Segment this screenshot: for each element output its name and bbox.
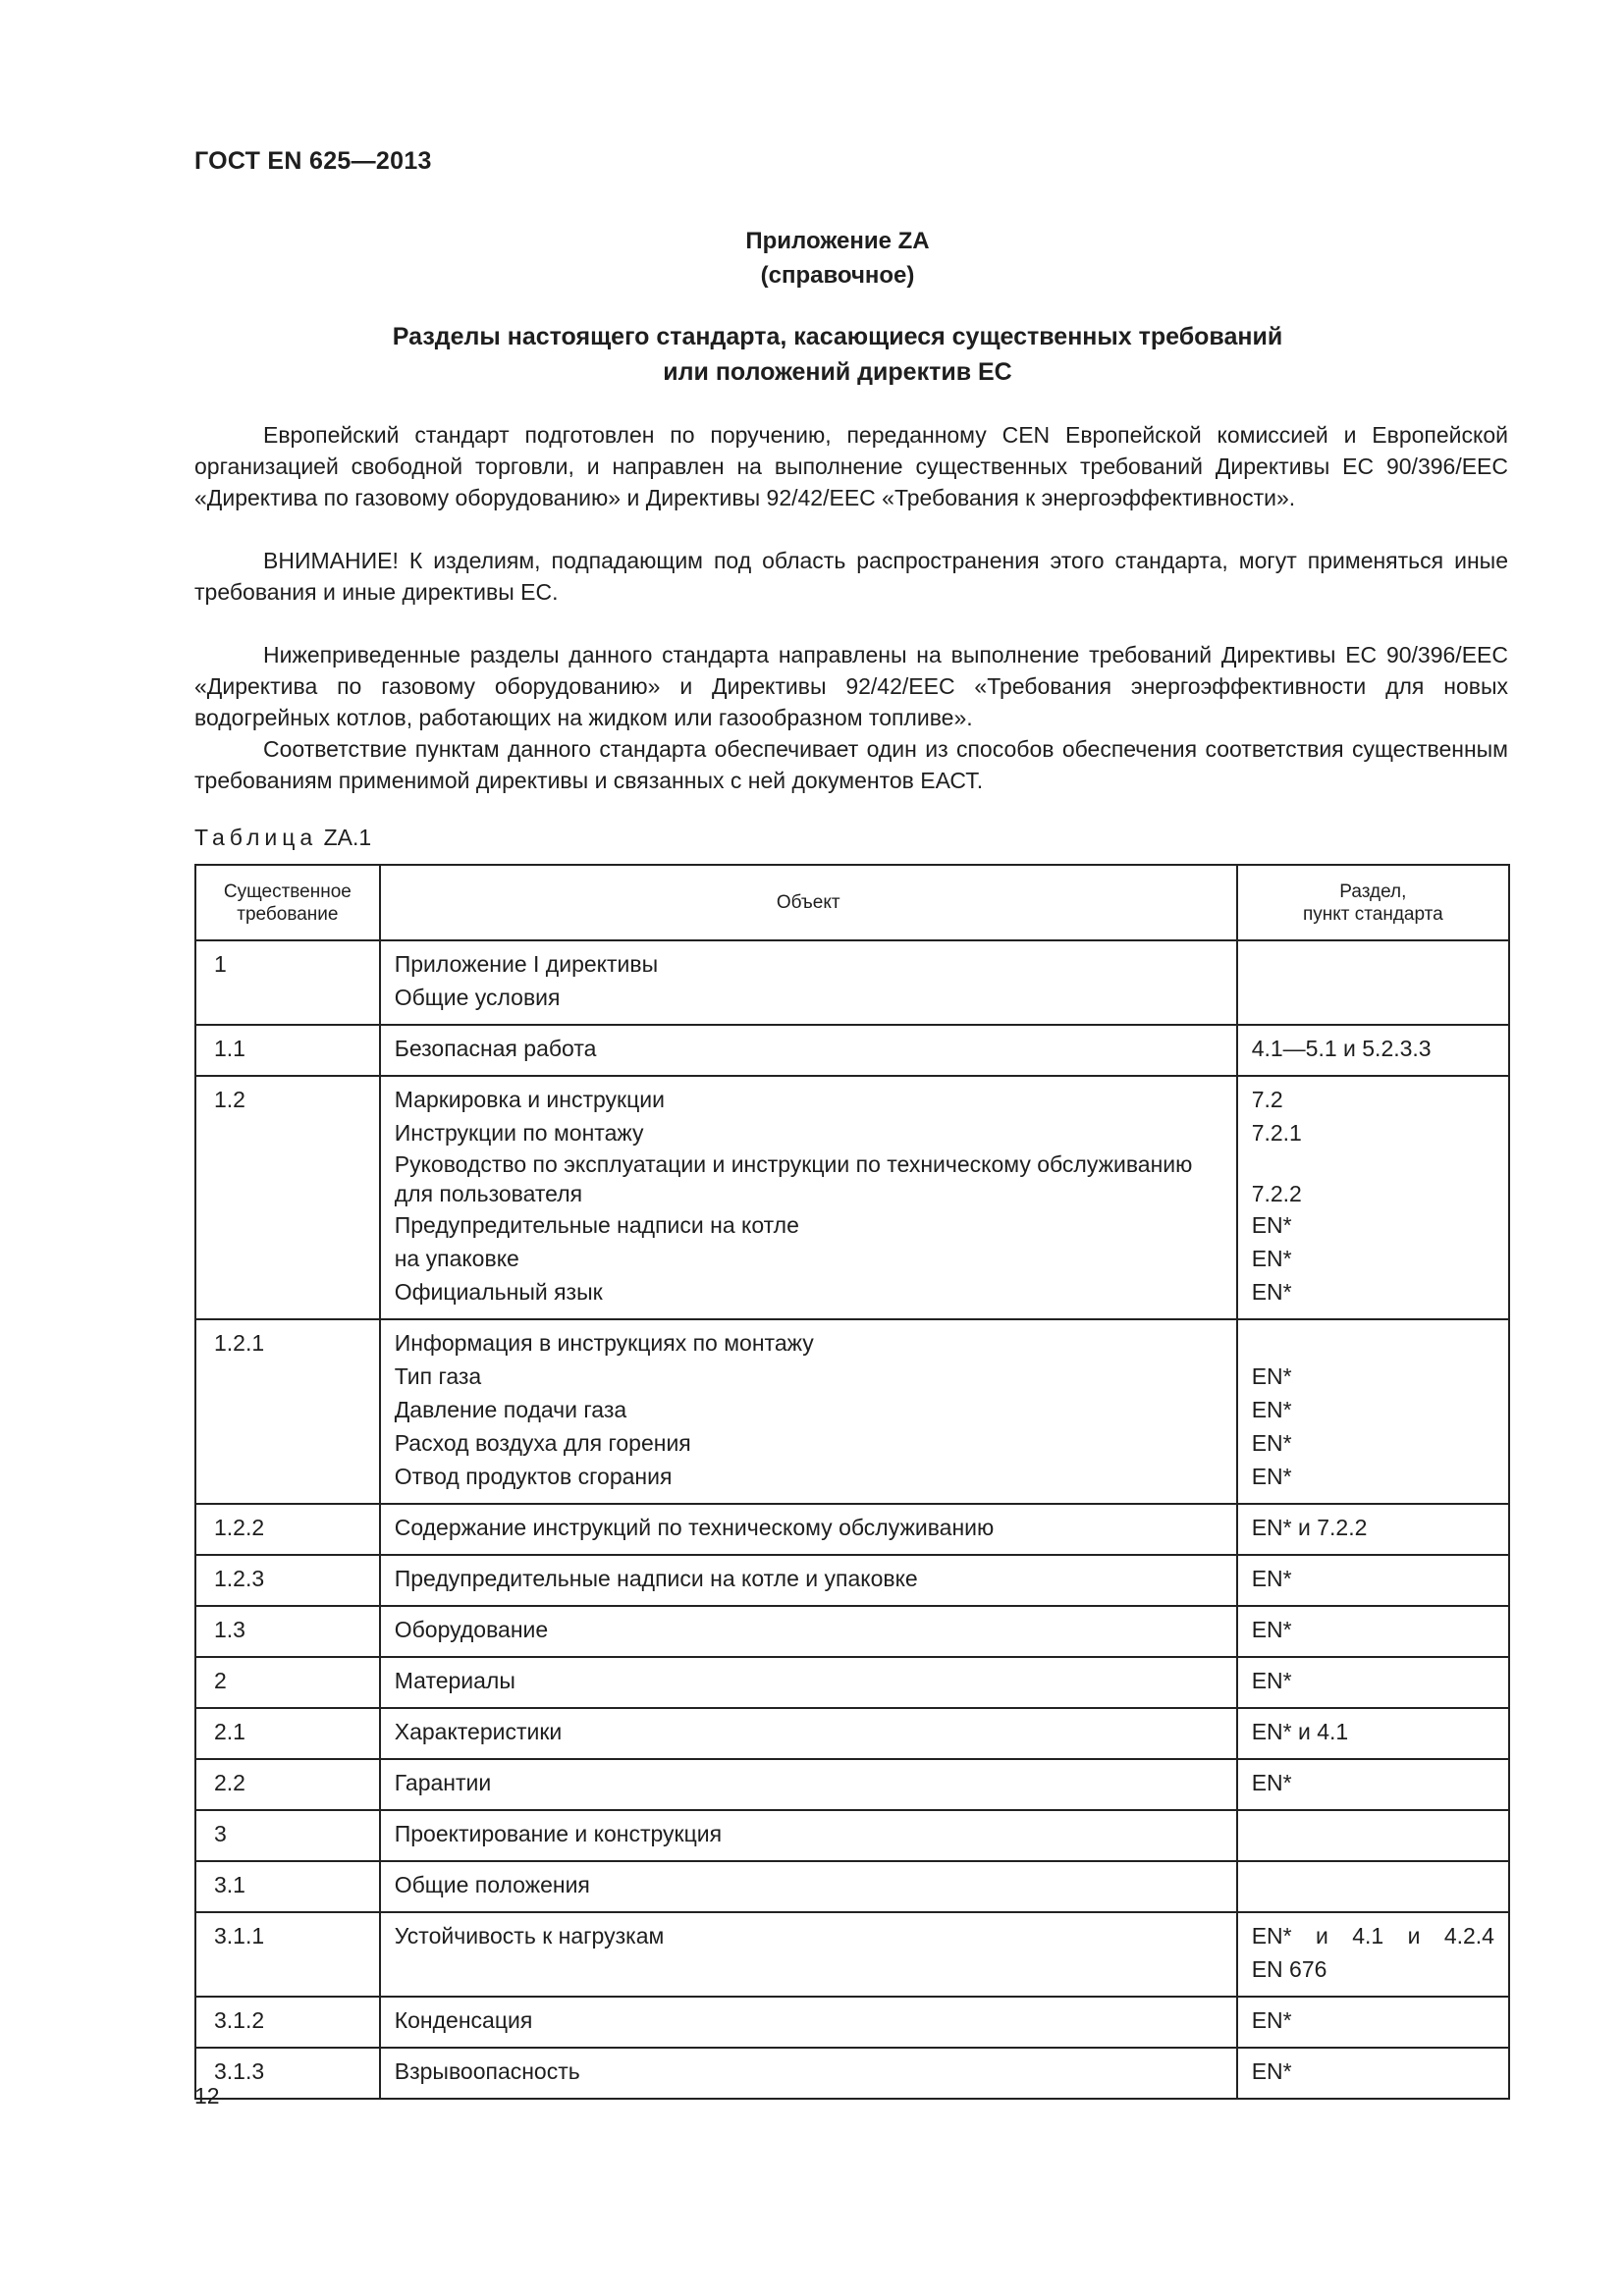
object-line: Предупредительные надписи на котле <box>394 1212 799 1238</box>
section-line: 7.2 <box>1251 1087 1283 1112</box>
section-title-line-2: или положений директив ЕС <box>663 358 1012 386</box>
table-row <box>195 1708 1509 1759</box>
object-line: Тип газа <box>394 1363 482 1389</box>
object-line: Гарантии <box>394 1770 492 1795</box>
requirement-cell: 1.1 <box>195 1025 380 1076</box>
paragraph-warning: ВНИМАНИЕ! К изделиям, подпадающим под область распространения этого стандарта, могут применяться иные требования и иные директивы ЕС. <box>194 548 1508 605</box>
object-line: на упаковке <box>394 1246 519 1271</box>
table-row <box>195 1810 1509 1861</box>
header-section <box>1237 865 1509 940</box>
object-line: Взрывоопасность <box>394 2058 580 2084</box>
object-line: Проектирование и конструкция <box>394 1821 723 1846</box>
section-line: EN* <box>1251 1770 1292 1795</box>
object-line: Давление подачи газа <box>394 1397 627 1422</box>
document-header: ГОСТ EN 625—2013 <box>194 147 432 175</box>
table-header-row <box>195 865 1509 940</box>
object-cell <box>380 1025 1237 1076</box>
object-cell <box>380 1319 1237 1504</box>
section-cell <box>1237 1606 1509 1657</box>
section-cell <box>1237 940 1509 1025</box>
object-cell <box>380 2048 1237 2099</box>
object-line: Официальный язык <box>394 1279 603 1305</box>
table-row <box>195 1912 1509 1997</box>
requirement-cell: 1.2.3 <box>195 1555 380 1606</box>
annex-subtitle: (справочное) <box>760 262 915 289</box>
section-cell <box>1237 1759 1509 1810</box>
object-line: Приложение I директивы <box>394 951 659 977</box>
table-row <box>195 1555 1509 1606</box>
object-line: Маркировка и инструкции <box>394 1087 665 1112</box>
section-line: EN* <box>1251 1363 1292 1389</box>
header-requirement-line-1: Существенное <box>223 881 352 902</box>
section-cell <box>1237 1657 1509 1708</box>
table-row <box>195 1319 1509 1504</box>
annex-heading <box>26 224 1624 293</box>
section-line: EN* <box>1251 1279 1292 1305</box>
section-line: EN* <box>1251 1397 1292 1422</box>
header-requirement-line-2: требование <box>237 903 339 925</box>
requirement-cell: 1.2 <box>195 1076 380 1319</box>
requirement-cell: 2.1 <box>195 1708 380 1759</box>
object-cell <box>380 1504 1237 1555</box>
section-line: 7.2.1 <box>1251 1120 1302 1146</box>
object-cell <box>380 1555 1237 1606</box>
requirement-cell: 1.3 <box>195 1606 380 1657</box>
requirement-cell: 3 <box>195 1810 380 1861</box>
object-line: Общие условия <box>394 985 561 1010</box>
section-line: EN* <box>1251 1430 1292 1456</box>
section-line: EN* <box>1251 1566 1292 1591</box>
section-cell <box>1237 1997 1509 2048</box>
table-row <box>195 1076 1509 1319</box>
object-cell <box>380 1759 1237 1810</box>
requirement-cell: 3.1.1 <box>195 1912 380 1997</box>
paragraph-clauses: Нижеприведенные разделы данного стандарта направлены на выполнение требований Директивы ЕС 90/396/ЕЕС «Директива по газовому оборудованию» и Директивы 92/42/ЕЕС «Требования энергоэффективности для новых водогрейных котлов, работающих на жидком или газообразном топливе». <box>194 642 1508 730</box>
section-cell <box>1237 1319 1509 1504</box>
table-row <box>195 1606 1509 1657</box>
table-row <box>195 940 1509 1025</box>
section-line: EN* <box>1251 1464 1292 1489</box>
section-line: EN* и 7.2.2 <box>1251 1515 1368 1540</box>
requirement-cell: 3.1.3 <box>195 2048 380 2099</box>
header-object: Объект <box>380 865 1237 940</box>
section-line: EN* <box>1251 1212 1292 1238</box>
section-cell <box>1237 1025 1509 1076</box>
table-row <box>195 1997 1509 2048</box>
table-row <box>195 1025 1509 1076</box>
object-line: Руководство по эксплуатации и инструкции по техническому обслуживанию для пользователя <box>394 1151 1193 1206</box>
object-cell <box>380 1606 1237 1657</box>
section-cell <box>1237 1912 1509 1997</box>
object-line: Конденсация <box>394 2007 533 2033</box>
section-title-line-1: Разделы настоящего стандарта, касающиеся существенных требований <box>392 323 1283 350</box>
requirement-cell: 2.2 <box>195 1759 380 1810</box>
section-title <box>26 319 1624 390</box>
object-line: Оборудование <box>394 1617 549 1642</box>
section-line <box>1252 1326 1494 1360</box>
object-line: Отвод продуктов сгорания <box>394 1464 673 1489</box>
section-cell <box>1237 1861 1509 1912</box>
object-line: Материалы <box>394 1668 515 1693</box>
section-cell <box>1237 1504 1509 1555</box>
section-line: EN* и 4.1 <box>1251 1719 1349 1744</box>
requirement-cell: 1 <box>195 940 380 1025</box>
object-cell <box>380 1076 1237 1319</box>
object-line: Содержание инструкций по техническому обслуживанию <box>394 1515 995 1540</box>
table-row <box>195 1861 1509 1912</box>
object-cell <box>380 1997 1237 2048</box>
section-line: 7.2.2 <box>1251 1181 1302 1206</box>
object-line: Общие положения <box>394 1872 590 1897</box>
table-row <box>195 2048 1509 2099</box>
table-caption-id: ZA.1 <box>323 825 372 850</box>
table-caption-word: Таблица <box>194 825 318 850</box>
requirement-cell: 1.2.1 <box>195 1319 380 1504</box>
requirement-cell: 3.1.2 <box>195 1997 380 2048</box>
object-line: Характеристики <box>394 1719 563 1744</box>
object-cell <box>380 1657 1237 1708</box>
section-line: EN* <box>1251 1246 1292 1271</box>
object-cell <box>380 940 1237 1025</box>
section-cell <box>1237 1076 1509 1319</box>
paragraph-conformity: Соответствие пунктам данного стандарта обеспечивает один из способов обеспечения соответствия существенным требованиям применимой директивы и связанных с ней документов ЕАСТ. <box>194 736 1508 793</box>
object-line: Устойчивость к нагрузкам <box>394 1923 665 1949</box>
object-cell <box>380 1912 1237 1997</box>
section-line: EN* <box>1251 1617 1292 1642</box>
requirement-cell: 3.1 <box>195 1861 380 1912</box>
annex-title: Приложение ZA <box>745 228 930 254</box>
requirement-cell: 2 <box>195 1657 380 1708</box>
header-section-line-2: пункт стандарта <box>1302 903 1443 925</box>
section-line: EN* <box>1251 1668 1292 1693</box>
table-row <box>195 1657 1509 1708</box>
section-cell <box>1237 1708 1509 1759</box>
section-cell <box>1237 1810 1509 1861</box>
section-line: EN* <box>1251 2058 1292 2084</box>
table-caption <box>194 825 371 851</box>
section-line: 4.1—5.1 и 5.2.3.3 <box>1251 1036 1432 1061</box>
object-cell <box>380 1708 1237 1759</box>
object-line: Инструкции по монтажу <box>394 1120 644 1146</box>
page-number: 12 <box>194 2083 220 2109</box>
object-line: Информация в инструкциях по монтажу <box>394 1330 814 1356</box>
section-line: EN* и 4.1 и 4.2.4 <box>1251 1923 1494 1949</box>
table-body <box>195 940 1509 2099</box>
section-line: EN* <box>1251 2007 1292 2033</box>
object-line: Предупредительные надписи на котле и упаковке <box>394 1566 918 1591</box>
header-section-line-1: Раздел, <box>1339 881 1407 902</box>
table-row <box>195 1504 1509 1555</box>
requirements-table <box>194 864 1510 2100</box>
requirement-cell: 1.2.2 <box>195 1504 380 1555</box>
section-cell <box>1237 2048 1509 2099</box>
object-cell <box>380 1810 1237 1861</box>
object-line: Расход воздуха для горения <box>394 1430 691 1456</box>
object-line: Безопасная работа <box>394 1036 597 1061</box>
table-row <box>195 1759 1509 1810</box>
object-cell <box>380 1861 1237 1912</box>
section-cell <box>1237 1555 1509 1606</box>
header-requirement <box>195 865 380 940</box>
section-line: EN 676 <box>1251 1956 1327 1982</box>
paragraph-mandate: Европейский стандарт подготовлен по поручению, переданному CEN Европейской комиссией и Европейской организацией свободной торговли, и направлен на выполнение существенных требований Директивы ЕС 90/396/ЕЕС «Директива по газовому оборудованию» и Директивы 92/42/ЕЕС «Требования к энергоэффективности». <box>194 422 1508 510</box>
